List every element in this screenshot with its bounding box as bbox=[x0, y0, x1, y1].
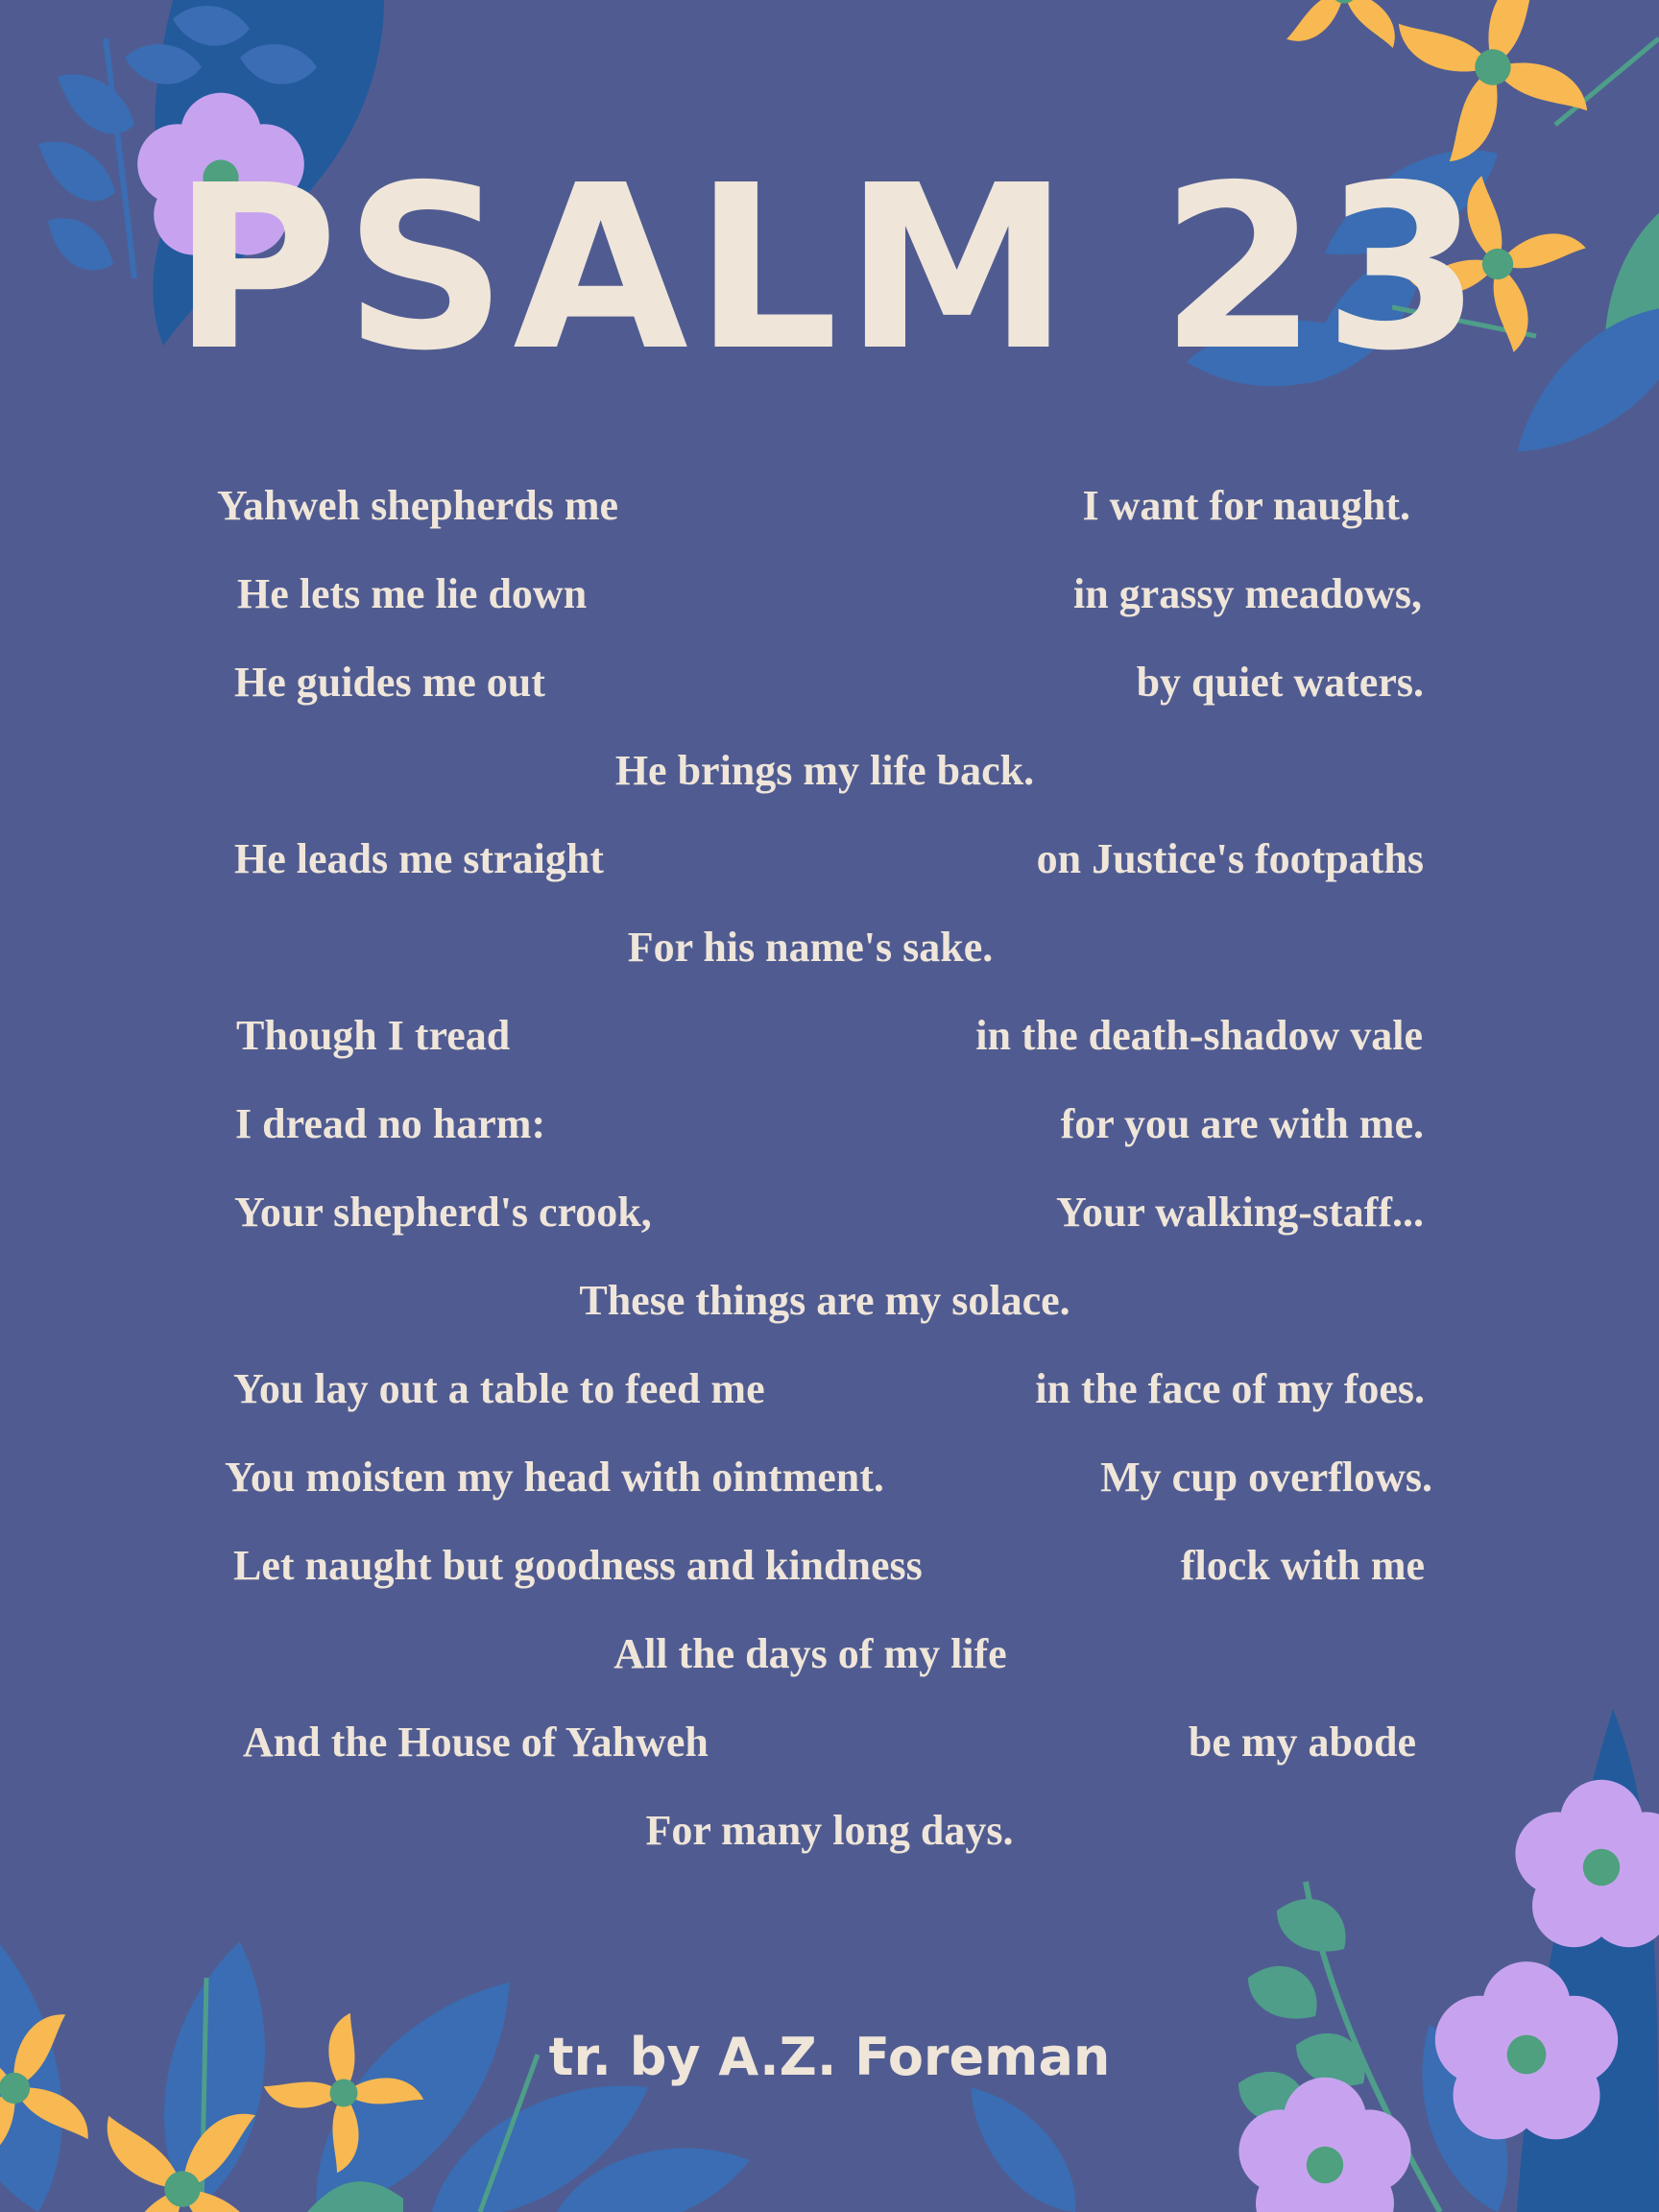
poem-line-center: For his name's sake. bbox=[627, 924, 994, 971]
poem-line-left: He leads me straight bbox=[234, 835, 604, 882]
poem-line-center: He brings my life back. bbox=[614, 747, 1035, 794]
poem-line-left: He lets me lie down bbox=[237, 570, 588, 617]
poem-line-right: on Justice's footpaths bbox=[1036, 835, 1424, 882]
poem-line-right: flock with me bbox=[1180, 1542, 1425, 1589]
poem-line-left: I dread no harm: bbox=[235, 1100, 546, 1147]
poem-line-center: These things are my solace. bbox=[579, 1277, 1070, 1324]
translator-credit: tr. by A.Z. Foreman bbox=[548, 2027, 1111, 2087]
poem-line-center: For many long days. bbox=[645, 1807, 1014, 1854]
poem-line-left: Your shepherd's crook, bbox=[234, 1189, 652, 1236]
poem-line-right: I want for naught. bbox=[1082, 482, 1410, 529]
poem-line-right: by quiet waters. bbox=[1136, 659, 1424, 706]
poem-line-left: Yahweh shepherds me bbox=[217, 482, 619, 529]
poem-line-left: And the House of Yahweh bbox=[243, 1719, 709, 1766]
poem-line-left: He guides me out bbox=[234, 659, 545, 706]
poem-line-left: Let naught but goodness and kindness bbox=[233, 1542, 923, 1589]
poem-title: PSALM 23 bbox=[172, 136, 1487, 400]
poem-line-left: You moisten my head with ointment. bbox=[225, 1454, 884, 1501]
poem-line-right: My cup overflows. bbox=[1100, 1454, 1432, 1501]
poem-line-right: for you are with me. bbox=[1060, 1100, 1424, 1147]
poem-line-right: Your walking-staff... bbox=[1055, 1189, 1424, 1236]
poem-line-left: Though I tread bbox=[236, 1012, 511, 1059]
poem-line-left: You lay out a table to feed me bbox=[233, 1365, 765, 1412]
poem-line-center: All the days of my life bbox=[613, 1630, 1007, 1677]
poem-line-right: be my abode bbox=[1188, 1719, 1416, 1766]
poem-line-right: in the face of my foes. bbox=[1035, 1365, 1425, 1412]
poem-line-right: in the death-shadow vale bbox=[975, 1012, 1423, 1059]
poem-line-right: in grassy meadows, bbox=[1072, 570, 1422, 617]
